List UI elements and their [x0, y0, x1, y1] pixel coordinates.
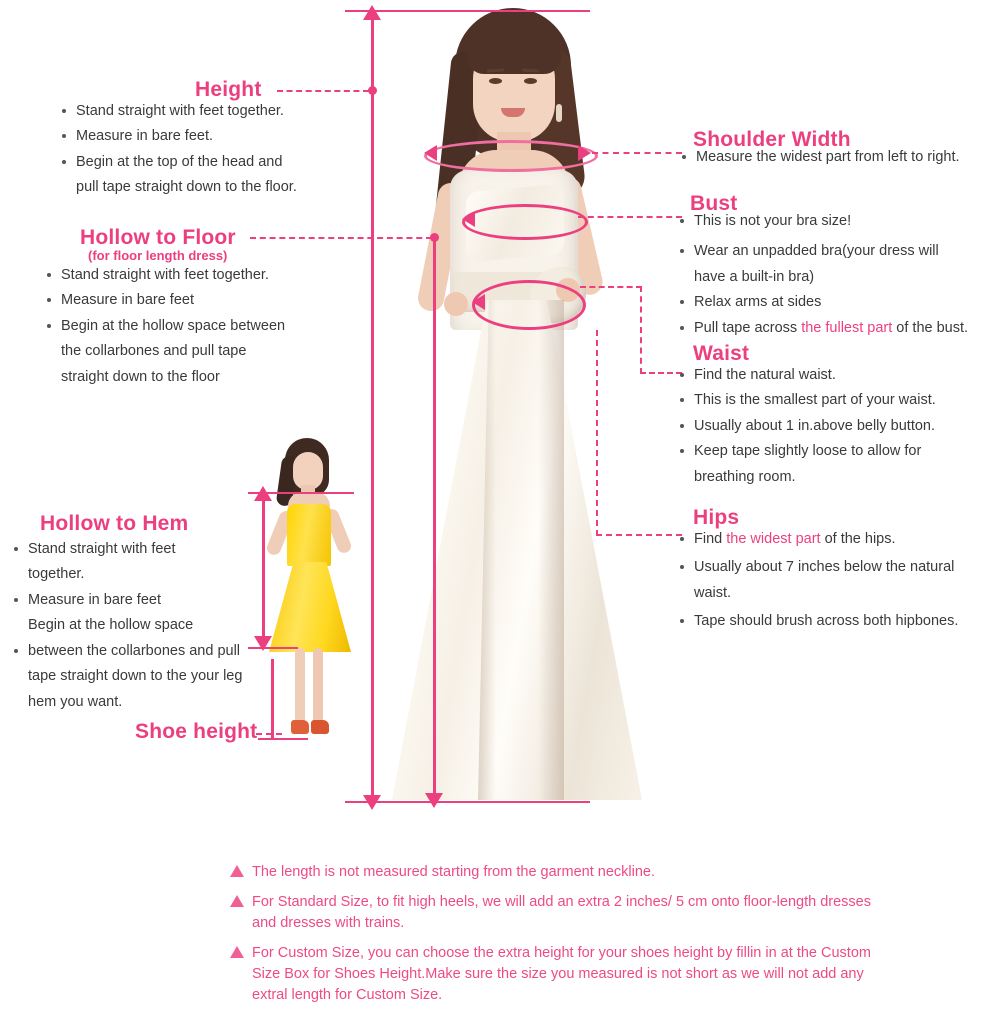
list-item: Tape should brush across both hipbones.: [678, 610, 1000, 632]
hollow-to-floor-heading: Hollow to Floor: [80, 226, 236, 249]
hips-connector-vert: [596, 330, 598, 536]
hips-heading: Hips: [693, 506, 740, 529]
list-item: Usually about 1 in.above belly button.: [678, 415, 1000, 437]
list-item: tape straight down to the your leg: [28, 668, 243, 685]
list-item: hem you want.: [28, 693, 123, 710]
hollow-to-hem-line: [262, 498, 265, 646]
shoulder-band: [424, 140, 598, 172]
note-item: [230, 892, 872, 934]
height-arrow-top: [363, 5, 381, 20]
list-item: Begin at the hollow space: [28, 617, 194, 634]
list-item: between the collarbones and pull: [12, 640, 262, 662]
list-item: Begin at the hollow space between: [45, 315, 345, 337]
hollow-to-floor-subheading: (for floor length dress): [88, 248, 228, 263]
bust-bullets: [678, 210, 1000, 342]
hips-highlight: the widest part: [726, 531, 821, 547]
shoe-height-line: [271, 659, 274, 739]
waist-band: [472, 280, 586, 330]
height-bottom-cap: [345, 801, 590, 803]
shoulder-arrow-right: [578, 145, 591, 161]
height-marker-dot: [368, 86, 377, 95]
list-item: Keep tape slightly loose to allow for: [678, 440, 1000, 462]
shoulder-connector: [592, 152, 682, 154]
height-guide-line: [371, 18, 374, 803]
hips-bullets: [678, 528, 1000, 636]
list-item: together.: [28, 566, 85, 583]
waist-connector-vert: [640, 286, 642, 374]
list-item: Stand straight with feet together.: [45, 264, 345, 286]
list-item: Find the natural waist.: [678, 364, 1000, 386]
waist-heading: Waist: [693, 342, 750, 365]
list-item: Measure in bare feet: [12, 589, 262, 611]
list-item: pull tape straight down to the floor.: [76, 179, 297, 196]
height-top-cap: [345, 10, 590, 12]
hollow-to-hem-top-cap: [248, 492, 354, 494]
shoulder-arrow-left: [424, 145, 437, 161]
waist-arrow-left: [472, 294, 485, 310]
height-bullets: [60, 100, 360, 202]
warning-triangle-icon: [230, 946, 244, 958]
height-heading: Height: [195, 78, 262, 101]
warning-triangle-icon: [230, 865, 244, 877]
shoe-height-connector: [256, 733, 282, 735]
warning-triangle-icon: [230, 895, 244, 907]
waist-bullets: [678, 364, 1000, 491]
list-item: Stand straight with feet together.: [60, 100, 360, 122]
note-text: For Custom Size, you can choose the extra height for your shoes height by fillin in at the Custom Size Box for Shoes Height.Make sure the size you measured is not short as we will not add any extral length for Custom Size.: [252, 945, 871, 1004]
list-item: This is the smallest part of your waist.: [678, 389, 1000, 411]
bust-heading: Bust: [690, 192, 738, 215]
list-item: Measure in bare feet.: [60, 125, 360, 147]
list-item: Wear an unpadded bra(your dress will: [678, 240, 1000, 262]
list-item: Usually about 7 inches below the natural: [678, 556, 1000, 578]
hollow-to-floor-bullets: [45, 264, 345, 391]
hollow-to-floor-arrow: [425, 793, 443, 808]
bust-band: [462, 204, 588, 240]
shoe-height-bottom-cap: [258, 738, 308, 740]
list-item: Measure in bare feet: [45, 289, 345, 311]
waist-connector-bottom: [640, 372, 682, 374]
list-item-bust-fullest: Pull tape across the fullest part of the bust.: [678, 317, 1000, 339]
list-item: have a built-in bra): [694, 268, 815, 285]
hollow-to-floor-connector: [250, 237, 432, 239]
waist-connector-top: [580, 286, 642, 288]
list-item: Begin at the top of the head and: [60, 151, 360, 173]
hollow-to-hem-heading: Hollow to Hem: [40, 512, 189, 535]
hips-connector: [596, 534, 682, 536]
note-text: The length is not measured starting from the garment neckline.: [252, 864, 655, 880]
note-item: [230, 943, 872, 1006]
list-item: straight down to the floor: [61, 368, 220, 385]
height-label-connector: [277, 90, 369, 92]
shoulder-width-heading: Shoulder Width: [693, 128, 851, 151]
bride-photo: [370, 0, 660, 810]
bust-arrow-left: [462, 211, 475, 227]
list-item: waist.: [694, 584, 732, 601]
list-item: breathing room.: [694, 468, 796, 485]
list-item: Relax arms at sides: [678, 291, 1000, 313]
list-item: This is not your bra size!: [678, 210, 1000, 232]
list-item: the collarbones and pull tape: [61, 343, 247, 360]
bust-connector: [578, 216, 682, 218]
hollow-to-floor-line: [433, 238, 436, 803]
list-item: Stand straight with feet: [12, 538, 262, 560]
hollow-to-hem-bullets: [12, 538, 262, 716]
bust-highlight: the fullest part: [801, 319, 893, 336]
footer-notes: [230, 862, 990, 1015]
note-item: [230, 862, 990, 883]
list-item-hips-widest: Find the widest part of the hips.: [678, 528, 1000, 550]
shoe-height-heading: Shoe height: [135, 720, 258, 743]
list-item: Measure the widest part from left to right.: [680, 146, 1000, 168]
note-text: For Standard Size, to fit high heels, we will add an extra 2 inches/ 5 cm onto floor-length dresses and dresses with trains.: [252, 894, 871, 932]
shoulder-width-bullets: [680, 146, 1000, 171]
